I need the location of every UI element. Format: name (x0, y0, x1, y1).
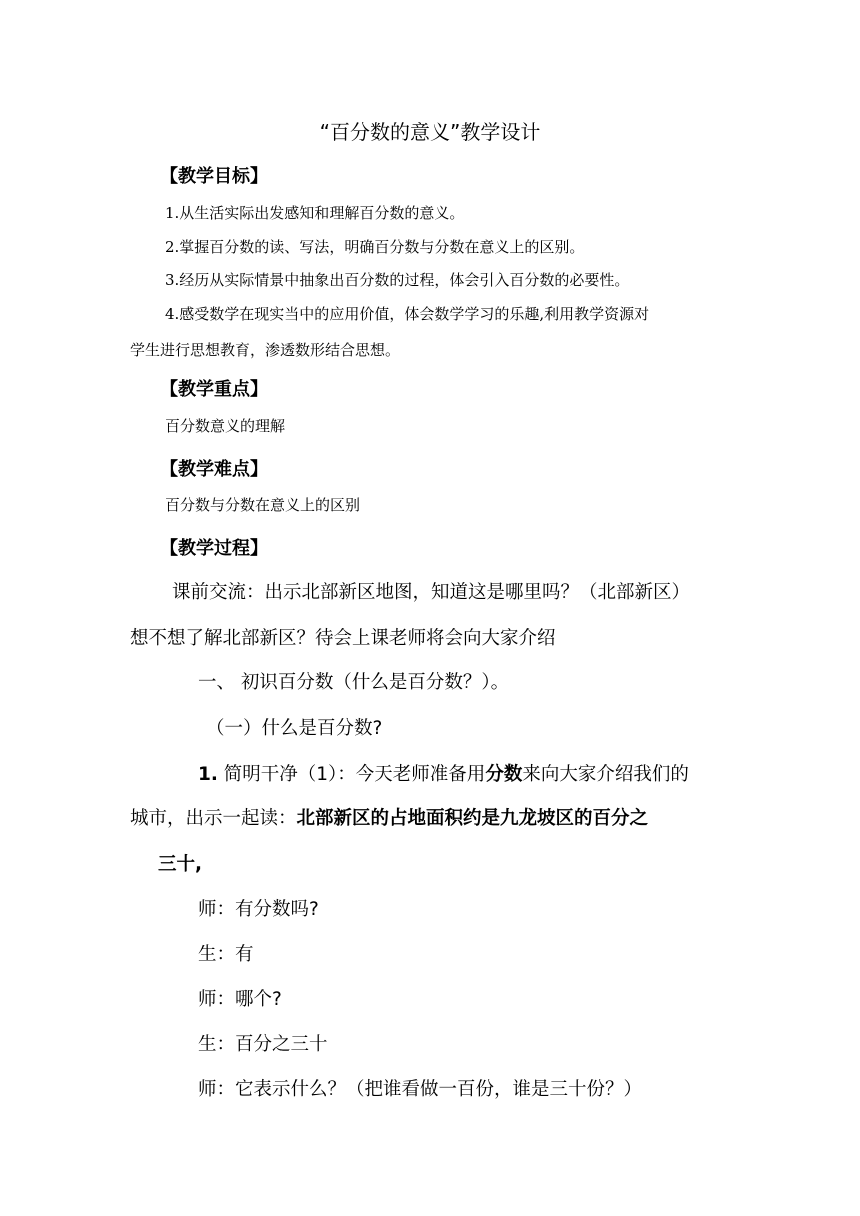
paragraph-1-bold-statement: 北部新区的占地面积约是九龙坡区的百分之 (296, 808, 649, 829)
dialogue-line-1: 师：有分数吗? (198, 899, 319, 920)
dialogue-line-3: 师：哪个? (198, 989, 282, 1010)
objective-item-4: 4.感受数学在现实当中的应用价值，体会数学学习的乐趣,利用教学资源对 (165, 305, 650, 323)
paragraph-1-line-3 (158, 850, 202, 876)
paragraph-1-bold-fraction: 分数 (485, 764, 523, 785)
paragraph-1-bold-statement-end: 三十, (158, 854, 203, 875)
paragraph-1-text-a: 简明干净（1）：今天老师准备用 (217, 764, 486, 785)
document-title: “百分数的意义”教学设计 (319, 120, 541, 144)
intro-line-1: 课前交流：出示北部新区地图，知道这是哪里吗？（北部新区） (172, 582, 691, 603)
key-points-heading: 【教学重点】 (160, 379, 268, 400)
paragraph-1-text-b: 来向大家介绍我们的 (522, 764, 689, 785)
intro-line-2: 想不想了解北部新区？待会上课老师将会向大家介绍 (130, 628, 556, 649)
difficulties-heading: 【教学难点】 (160, 459, 268, 480)
dialogue-line-5: 师：它表示什么？（把谁看做一百份，谁是三十份？） (198, 1079, 643, 1100)
dialogue-line-2: 生：有 (198, 944, 254, 965)
paragraph-1-line-1 (198, 760, 689, 786)
difficulties-text: 百分数与分数在意义上的区别 (165, 496, 361, 514)
paragraph-1-line-2 (130, 804, 648, 830)
objective-item-4-continued: 学生进行思想教育，渗透数形结合思想。 (130, 341, 401, 359)
objectives-heading: 【教学目标】 (160, 166, 268, 187)
dialogue-line-4: 生：百分之三十 (198, 1034, 328, 1055)
process-heading: 【教学过程】 (160, 538, 268, 559)
objective-item-1: 1.从生活实际出发感知和理解百分数的意义。 (165, 204, 465, 222)
paragraph-1-text-c: 城市，出示一起读： (130, 808, 297, 829)
paragraph-1-number: 1. (198, 764, 218, 785)
subsection-1-heading: （一）什么是百分数? (206, 718, 383, 739)
objective-item-3: 3.经历从实际情景中抽象出百分数的过程，体会引入百分数的必要性。 (165, 271, 630, 289)
key-points-text: 百分数意义的理解 (165, 417, 286, 435)
section-1-heading: 一、 初识百分数（什么是百分数？）。 (198, 672, 510, 693)
objective-item-2: 2.掌握百分数的读、写法，明确百分数与分数在意义上的区别。 (165, 238, 585, 256)
